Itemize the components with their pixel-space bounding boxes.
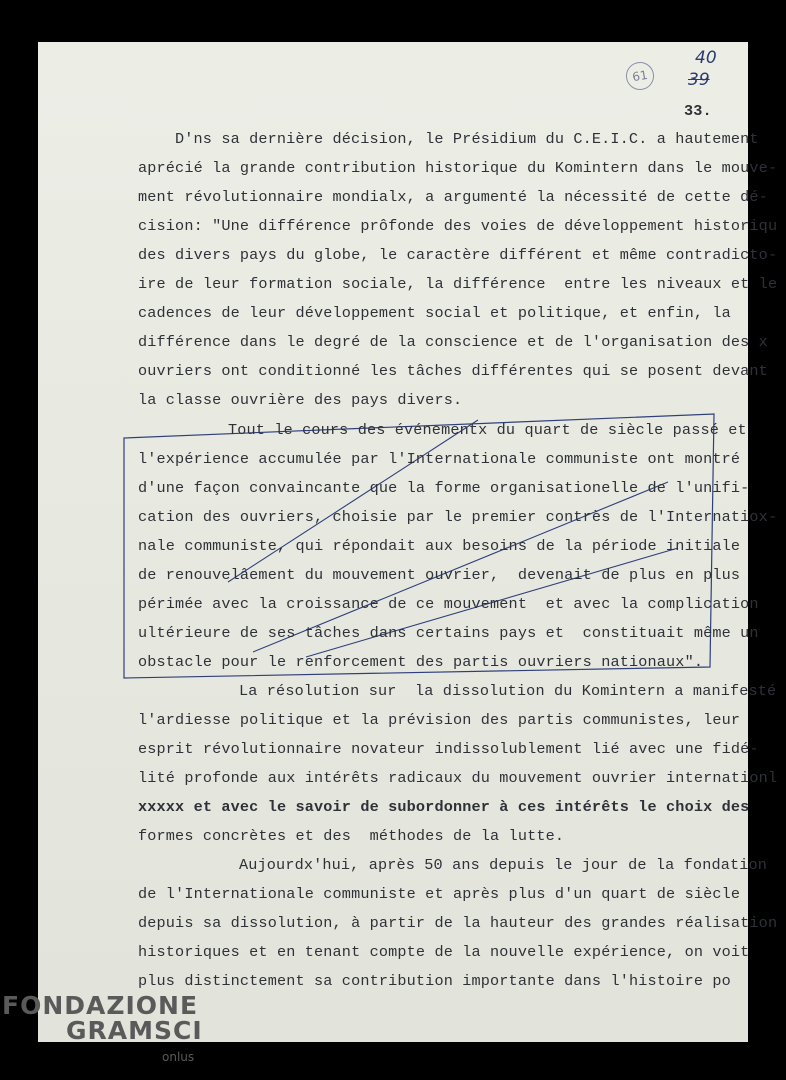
text-line: plus distinctement sa contribution importante dans l'histoire po <box>138 972 731 990</box>
text-line: formes concrètes et des méthodes de la lutte. <box>138 827 565 845</box>
text-line: La résolution sur la dissolution du Komintern a manifesté <box>239 682 777 700</box>
folio-current: 40 <box>695 48 717 68</box>
logo-line-1: FONDAZIONE <box>2 991 199 1020</box>
text-line: ment révolutionnaire mondialx, a argumenté la nécessité de cette dé- <box>138 188 768 206</box>
folio-crossed: 39 <box>688 70 710 90</box>
logo-subtitle: onlus <box>162 1050 195 1064</box>
text-line: ouvriers ont conditionné les tâches différentes qui se posent devant <box>138 362 768 380</box>
text-line: cadences de leur développement social et politique, et enfin, la <box>138 304 731 322</box>
text-line: de l'Internationale communiste et après plus d'un quart de siècle <box>138 885 741 903</box>
text-line: cision: "Une différence prôfonde des voies de développement historiqu <box>138 217 778 235</box>
document-page <box>38 42 778 1042</box>
text-line: lité profonde aux intérêts radicaux du mouvement ouvrier internationl <box>138 769 778 787</box>
text-line: depuis sa dissolution, à partir de la hauteur des grandes réalisation <box>138 914 778 932</box>
fondazione-gramsci-logo <box>2 993 203 1043</box>
text-line: Aujourdx'hui, après 50 ans depuis le jour de la fondation <box>239 856 768 874</box>
circled-page-stamp: 61 <box>624 60 656 92</box>
folio-typed: 33. <box>684 102 712 120</box>
text-line: de renouvelâement du mouvement ouvrier, devenait de plus en plus <box>138 566 741 584</box>
text-line: ire de leur formation sociale, la différence entre les niveaux et le <box>138 275 778 293</box>
logo-line-2: GRAMSCI <box>66 1016 203 1045</box>
text-line: différence dans le degré de la conscience et de l'organisation des x <box>138 333 768 351</box>
text-line: nale communiste, qui répondait aux besoins de la période initiale <box>138 537 741 555</box>
text-line: D'ns sa dernière décision, le Présidium du C.E.I.C. a hautement <box>175 130 759 148</box>
text-line: la classe ouvrière des pays divers. <box>138 391 463 409</box>
text-line: aprécié la grande contribution historique du Komintern dans le mouve- <box>138 159 778 177</box>
text-line: d'une façon convaincante que la forme organisationelle de l'unifi- <box>138 479 750 497</box>
text-line: historiques et en tenant compte de la nouvelle expérience, on voit <box>138 943 750 961</box>
text-line: esprit révolutionnaire novateur indissolublement lié avec une fidé- <box>138 740 759 758</box>
text-line: Tout le cours des événementx du quart de siècle passé et <box>228 421 747 439</box>
text-line: l'expérience accumulée par l'Internationale communiste ont montré <box>138 450 741 468</box>
text-line: ultérieure de ses tâches dans certains pays et constituait même un <box>138 624 759 642</box>
text-line: xxxxx et avec le savoir de subordonner à ces intérêts le choix des <box>138 798 750 816</box>
text-line: des divers pays du globe, le caractère différent et même contradicto- <box>138 246 778 264</box>
text-line: périmée avec la croissance de ce mouvement et avec la complication <box>138 595 759 613</box>
text-line: cation des ouvriers, choisie par le premier contrès de l'Internatiox- <box>138 508 778 526</box>
text-line: obstacle pour le renforcement des partis ouvriers nationaux". <box>138 653 704 671</box>
text-line: l'ardiesse politique et la prévision des partis communistes, leur <box>138 711 741 729</box>
